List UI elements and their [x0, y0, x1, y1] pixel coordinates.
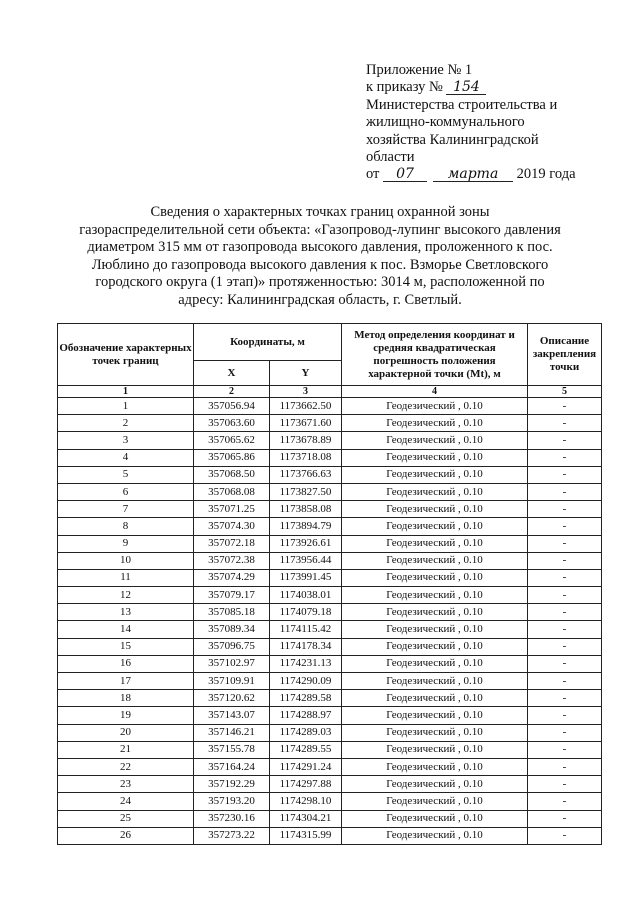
point-number: 13 [58, 604, 194, 621]
column-number: 4 [342, 386, 528, 398]
ministry-line-1: Министерства строительства и [366, 96, 558, 113]
date-day-handwritten: 07 [383, 167, 427, 182]
method-cell: Геодезический , 0.10 [342, 793, 528, 810]
coord-x: 357074.30 [194, 518, 270, 535]
table-row [58, 415, 602, 432]
table-row [58, 655, 602, 672]
method-cell: Геодезический , 0.10 [342, 724, 528, 741]
table-row [58, 810, 602, 827]
table-row [58, 569, 602, 586]
point-number: 7 [58, 501, 194, 518]
coord-x: 357079.17 [194, 587, 270, 604]
coord-x: 357193.20 [194, 793, 270, 810]
table-row [58, 398, 602, 415]
point-number: 8 [58, 518, 194, 535]
method-cell: Геодезический , 0.10 [342, 398, 528, 415]
point-number: 16 [58, 655, 194, 672]
coord-y: 1174288.97 [270, 707, 342, 724]
description-cell: - [528, 501, 602, 518]
point-number: 10 [58, 552, 194, 569]
description-cell: - [528, 690, 602, 707]
method-cell: Геодезический , 0.10 [342, 758, 528, 775]
coord-x: 357096.75 [194, 638, 270, 655]
table-row [58, 466, 602, 483]
point-number: 21 [58, 741, 194, 758]
coord-x: 357109.91 [194, 673, 270, 690]
method-cell: Геодезический , 0.10 [342, 673, 528, 690]
method-cell: Геодезический , 0.10 [342, 535, 528, 552]
method-cell: Геодезический , 0.10 [342, 518, 528, 535]
description-cell: - [528, 793, 602, 810]
description-cell: - [528, 758, 602, 775]
table-row [58, 432, 602, 449]
point-number: 9 [58, 535, 194, 552]
method-cell: Геодезический , 0.10 [342, 707, 528, 724]
coord-y: 1173678.89 [270, 432, 342, 449]
method-cell: Геодезический , 0.10 [342, 552, 528, 569]
order-number-handwritten: 154 [446, 80, 486, 95]
description-cell: - [528, 535, 602, 552]
table-body [58, 398, 602, 845]
method-cell: Геодезический , 0.10 [342, 655, 528, 672]
coord-y: 1173718.08 [270, 449, 342, 466]
coord-y: 1174289.55 [270, 741, 342, 758]
coord-x: 357146.21 [194, 724, 270, 741]
description-cell: - [528, 518, 602, 535]
description-cell: - [528, 621, 602, 638]
coord-y: 1174291.24 [270, 758, 342, 775]
column-number: 5 [528, 386, 602, 398]
method-cell: Геодезический , 0.10 [342, 810, 528, 827]
coord-x: 357164.24 [194, 758, 270, 775]
appendix-header [366, 62, 626, 184]
title-line: диаметром 315 мм от газопровода высокого давления, проложенного к пос. [87, 239, 553, 256]
description-cell: - [528, 587, 602, 604]
coord-x: 357063.60 [194, 415, 270, 432]
title-line: городского округа (1 этап)» протяженностью: 3014 м, расположенной по [95, 274, 545, 291]
coord-y: 1173662.50 [270, 398, 342, 415]
table-row [58, 501, 602, 518]
method-cell: Геодезический , 0.10 [342, 587, 528, 604]
point-number: 14 [58, 621, 194, 638]
point-number: 17 [58, 673, 194, 690]
coord-x: 357068.08 [194, 483, 270, 500]
description-cell: - [528, 483, 602, 500]
header-y: Y [270, 361, 342, 386]
description-cell: - [528, 707, 602, 724]
ministry-line-3: хозяйства Калининградской [366, 131, 539, 148]
point-number: 24 [58, 793, 194, 810]
header-description: Описание закрепления точки [528, 324, 602, 386]
header-designation: Обозначение характерных точек границ [58, 324, 194, 386]
description-cell: - [528, 724, 602, 741]
coord-y: 1173827.50 [270, 483, 342, 500]
description-cell: - [528, 741, 602, 758]
date-line [366, 166, 626, 183]
table-row [58, 552, 602, 569]
table-row [58, 483, 602, 500]
date-prefix: от [366, 166, 380, 183]
method-cell: Геодезический , 0.10 [342, 741, 528, 758]
point-number: 12 [58, 587, 194, 604]
point-number: 15 [58, 638, 194, 655]
point-number: 22 [58, 758, 194, 775]
coord-y: 1173894.79 [270, 518, 342, 535]
coord-x: 357065.62 [194, 432, 270, 449]
ministry-line-2: жилищно-коммунального [366, 114, 525, 131]
date-suffix: 2019 года [516, 166, 576, 183]
header-x: X [194, 361, 270, 386]
table-row [58, 724, 602, 741]
coord-y: 1174304.21 [270, 810, 342, 827]
title-line: Сведения о характерных точках границ охранной зоны [150, 204, 490, 220]
appendix-label: Приложение № 1 [366, 62, 473, 78]
table-row [58, 793, 602, 810]
title-line: газораспределительной сети объекта: «Газопровод-лупинг высокого давления [79, 221, 561, 238]
coord-x: 357074.29 [194, 569, 270, 586]
coord-y: 1174298.10 [270, 793, 342, 810]
table-row [58, 518, 602, 535]
coord-y: 1173991.45 [270, 569, 342, 586]
table-row [58, 449, 602, 466]
method-cell: Геодезический , 0.10 [342, 466, 528, 483]
coord-x: 357273.22 [194, 827, 270, 844]
coord-y: 1173956.44 [270, 552, 342, 569]
point-number: 23 [58, 776, 194, 793]
method-cell: Геодезический , 0.10 [342, 449, 528, 466]
description-cell: - [528, 449, 602, 466]
method-cell: Геодезический , 0.10 [342, 432, 528, 449]
table-row [58, 535, 602, 552]
date-month-handwritten: марта [433, 167, 513, 182]
table-row [58, 621, 602, 638]
description-cell: - [528, 398, 602, 415]
coord-y: 1174315.99 [270, 827, 342, 844]
method-cell: Геодезический , 0.10 [342, 621, 528, 638]
coord-x: 357089.34 [194, 621, 270, 638]
coord-y: 1174079.18 [270, 604, 342, 621]
coord-x: 357085.18 [194, 604, 270, 621]
coord-y: 1173858.08 [270, 501, 342, 518]
document-title [70, 204, 570, 310]
coord-y: 1173671.60 [270, 415, 342, 432]
header-method: Метод определения координат и средняя квадратическая погрешность положения характерной точки (Mt), м [342, 324, 528, 386]
point-number: 18 [58, 690, 194, 707]
point-number: 4 [58, 449, 194, 466]
description-cell: - [528, 673, 602, 690]
point-number: 5 [58, 466, 194, 483]
point-number: 11 [58, 569, 194, 586]
column-number: 2 [194, 386, 270, 398]
coord-x: 357068.50 [194, 466, 270, 483]
method-cell: Геодезический , 0.10 [342, 604, 528, 621]
order-prefix: к приказу № [366, 79, 443, 96]
coord-x: 357065.86 [194, 449, 270, 466]
coord-x: 357102.97 [194, 655, 270, 672]
table-row [58, 707, 602, 724]
method-cell: Геодезический , 0.10 [342, 483, 528, 500]
coord-x: 357056.94 [194, 398, 270, 415]
point-number: 2 [58, 415, 194, 432]
coord-x: 357155.78 [194, 741, 270, 758]
method-cell: Геодезический , 0.10 [342, 776, 528, 793]
coord-x: 357230.16 [194, 810, 270, 827]
description-cell: - [528, 432, 602, 449]
coord-y: 1173926.61 [270, 535, 342, 552]
description-cell: - [528, 655, 602, 672]
boundary-points-table [57, 323, 602, 845]
coord-y: 1174297.88 [270, 776, 342, 793]
table-row [58, 827, 602, 844]
column-number: 3 [270, 386, 342, 398]
coord-x: 357072.38 [194, 552, 270, 569]
description-cell: - [528, 415, 602, 432]
order-line [366, 79, 626, 96]
table-row [58, 758, 602, 775]
point-number: 26 [58, 827, 194, 844]
coord-x: 357120.62 [194, 690, 270, 707]
description-cell: - [528, 552, 602, 569]
ministry-line-4: области [366, 149, 415, 166]
table-row [58, 741, 602, 758]
coord-y: 1174231.13 [270, 655, 342, 672]
point-number: 3 [58, 432, 194, 449]
description-cell: - [528, 604, 602, 621]
table-row [58, 673, 602, 690]
description-cell: - [528, 466, 602, 483]
description-cell: - [528, 638, 602, 655]
table-row [58, 604, 602, 621]
point-number: 19 [58, 707, 194, 724]
method-cell: Геодезический , 0.10 [342, 827, 528, 844]
point-number: 25 [58, 810, 194, 827]
method-cell: Геодезический , 0.10 [342, 638, 528, 655]
header-coordinates: Координаты, м [194, 324, 342, 361]
method-cell: Геодезический , 0.10 [342, 569, 528, 586]
coord-y: 1174038.01 [270, 587, 342, 604]
description-cell: - [528, 569, 602, 586]
coord-x: 357192.29 [194, 776, 270, 793]
coord-y: 1174115.42 [270, 621, 342, 638]
description-cell: - [528, 776, 602, 793]
point-number: 20 [58, 724, 194, 741]
coord-y: 1174289.58 [270, 690, 342, 707]
coord-y: 1174289.03 [270, 724, 342, 741]
coord-x: 357072.18 [194, 535, 270, 552]
column-number: 1 [58, 386, 194, 398]
point-number: 1 [58, 398, 194, 415]
table-row [58, 587, 602, 604]
coord-y: 1173766.63 [270, 466, 342, 483]
coord-y: 1174178.34 [270, 638, 342, 655]
coord-x: 357143.07 [194, 707, 270, 724]
title-line: адресу: Калининградская область, г. Светлый. [178, 291, 462, 308]
table-row [58, 638, 602, 655]
description-cell: - [528, 810, 602, 827]
coord-x: 357071.25 [194, 501, 270, 518]
title-line: Люблино до газопровода высокого давления к пос. Взморье Светловского [91, 256, 549, 273]
coord-y: 1174290.09 [270, 673, 342, 690]
point-number: 6 [58, 483, 194, 500]
table-row [58, 690, 602, 707]
description-cell: - [528, 827, 602, 844]
method-cell: Геодезический , 0.10 [342, 501, 528, 518]
method-cell: Геодезический , 0.10 [342, 690, 528, 707]
table-row [58, 776, 602, 793]
method-cell: Геодезический , 0.10 [342, 415, 528, 432]
